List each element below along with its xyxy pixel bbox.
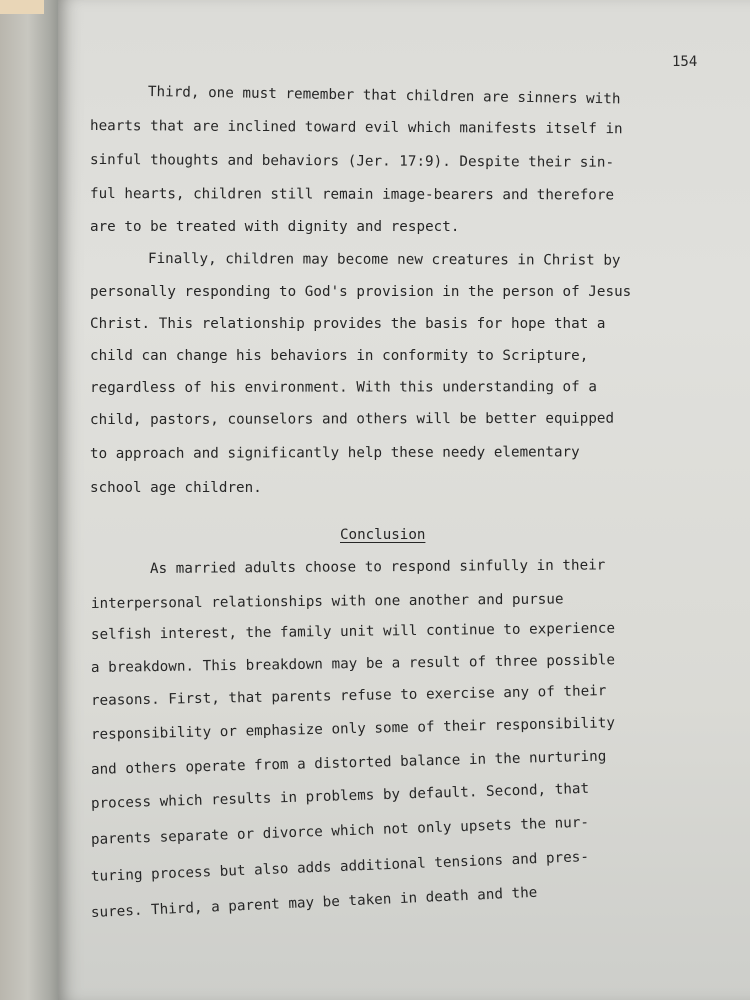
text-line: reasons. First, that parents refuse to exercise any of their bbox=[90, 683, 607, 709]
text-line: turing process but also adds additional tensions and pres- bbox=[90, 849, 590, 885]
text-line: sinful thoughts and behaviors (Jer. 17:9). Despite their sin- bbox=[89, 152, 615, 171]
text-line: to approach and significantly help these needy elementary bbox=[89, 444, 580, 462]
page-number: 154 bbox=[672, 54, 698, 70]
text-line: responsibility or emphasize only some of their responsibility bbox=[90, 715, 616, 743]
text-line: hearts that are inclined toward evil which manifests itself in bbox=[89, 118, 623, 138]
text-line: and others operate from a distorted balance in the nurturing bbox=[90, 748, 607, 778]
text-line: parents separate or divorce which not only upsets the nur- bbox=[90, 814, 590, 848]
text-line: process which results in problems by default. Second, that bbox=[90, 780, 590, 812]
text-line: Christ. This relationship provides the basis for hope that a bbox=[90, 316, 606, 332]
text-line: selfish interest, the family unit will continue to experience bbox=[90, 620, 616, 643]
text-line: child can change his behaviors in conformity to Scripture, bbox=[90, 348, 589, 364]
text-line: interpersonal relationships with one another and pursue bbox=[90, 591, 564, 612]
text-line: As married adults choose to respond sinfully in their bbox=[149, 557, 606, 577]
text-line: are to be treated with dignity and respect. bbox=[90, 219, 460, 235]
book-spine bbox=[0, 0, 62, 1000]
text-line: child, pastors, counselors and others will be better equipped bbox=[89, 410, 615, 428]
text-line: ful hearts, children still remain image-bearers and therefore bbox=[89, 186, 615, 204]
text-line: regardless of his environment. With this understanding of a bbox=[89, 379, 597, 396]
text-line: school age children. bbox=[90, 480, 262, 496]
text-line: Third, one must remember that children are sinners with bbox=[147, 84, 621, 108]
text-line: personally responding to God's provision in the person of Jesus bbox=[90, 284, 632, 300]
section-heading: Conclusion bbox=[340, 527, 426, 543]
book-edge bbox=[0, 0, 44, 14]
text-line: a breakdown. This breakdown may be a result of three possible bbox=[90, 652, 616, 676]
text-line: sures. Third, a parent may be taken in death and the bbox=[90, 884, 538, 921]
text-line: Finally, children may become new creatures in Christ by bbox=[147, 251, 621, 269]
book-page bbox=[58, 0, 750, 1000]
